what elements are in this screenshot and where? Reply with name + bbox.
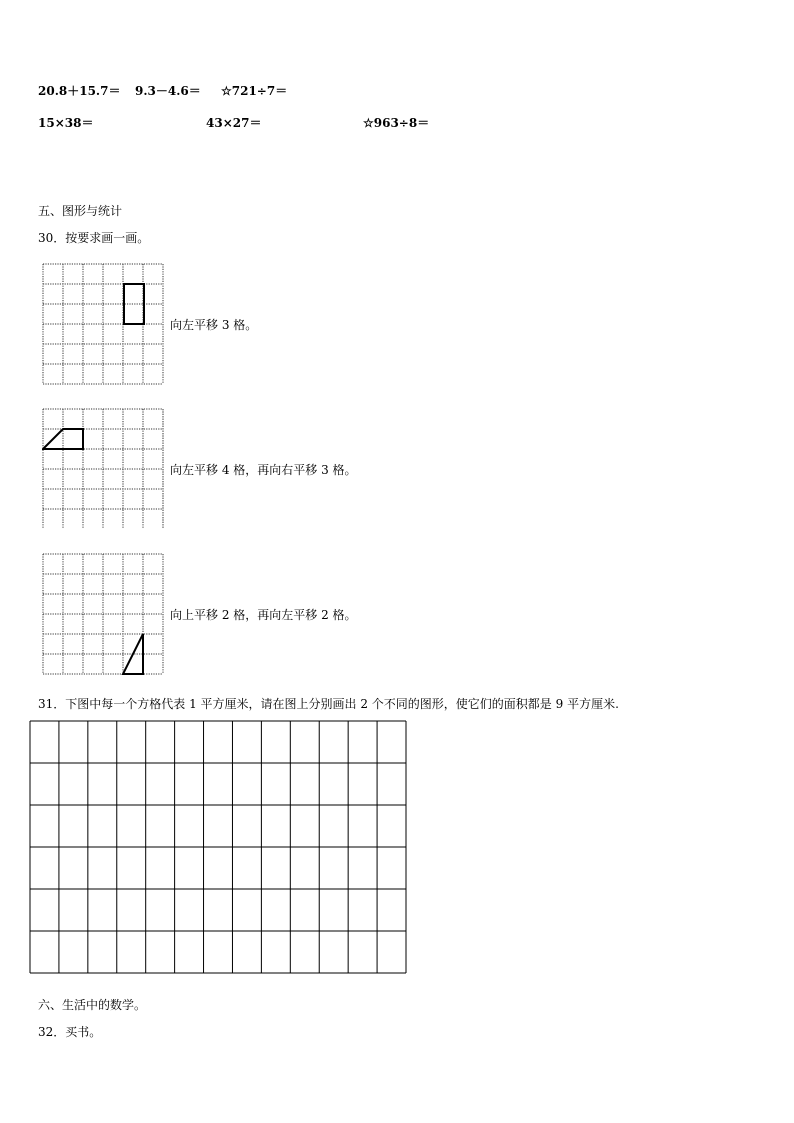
grid-instruction: 向左平移 4 格，再向右平移 3 格。 <box>170 463 357 477</box>
calc-item: ☆721÷7＝ <box>221 84 288 98</box>
calc-item: 15×38＝ <box>38 116 94 130</box>
dotted-grid <box>42 553 165 675</box>
question-prompt: 32．买书。 <box>38 1025 102 1039</box>
question-prompt: 30．按要求画一画。 <box>38 231 150 245</box>
section-title: 六、生活中的数学。 <box>38 998 147 1012</box>
area-grid[interactable] <box>29 720 407 974</box>
calc-item: ☆963÷8＝ <box>363 116 430 130</box>
question-prompt: 31．下图中每一个方格代表 1 平方厘米，请在图上分别画出 2 个不同的图形，使它们的面积都是 9 平方厘米. <box>38 697 619 711</box>
calc-item: 9.3－4.6＝ <box>135 84 201 98</box>
dotted-grid <box>42 408 165 530</box>
section-title: 五、图形与统计 <box>38 204 123 218</box>
calc-item: 20.8＋15.7＝ <box>38 84 121 98</box>
grid-instruction: 向上平移 2 格，再向左平移 2 格。 <box>170 608 357 622</box>
grid-instruction: 向左平移 3 格。 <box>170 318 258 332</box>
calc-item: 43×27＝ <box>206 116 262 130</box>
dotted-grid <box>42 263 165 385</box>
grid-lines <box>43 554 163 674</box>
grid-lines <box>43 409 163 529</box>
